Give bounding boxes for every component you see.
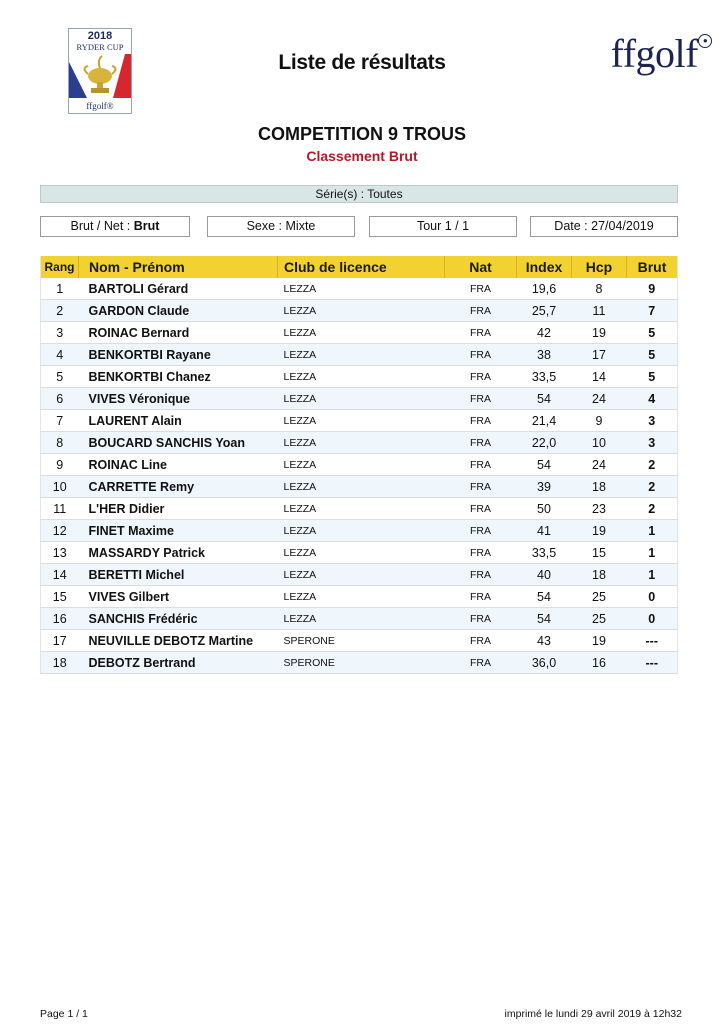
club-cell: LEZZA (278, 454, 445, 476)
rank-cell: 2 (41, 300, 79, 322)
brut-cell: 0 (627, 586, 678, 608)
brut-cell: 0 (627, 608, 678, 630)
club-cell: LEZZA (278, 542, 445, 564)
registered-mark-icon: ● (698, 34, 712, 48)
hcp-cell: 18 (572, 476, 627, 498)
index-cell: 19,6 (517, 278, 572, 300)
col-rang: Rang (41, 256, 79, 278)
name-cell (79, 520, 278, 542)
table-row (41, 586, 678, 608)
club-cell: LEZZA (278, 278, 445, 300)
index-cell: 41 (517, 520, 572, 542)
table-row (41, 454, 678, 476)
name-cell (79, 366, 278, 388)
table-row (41, 388, 678, 410)
brand-text: ffgolf (610, 31, 698, 76)
table-row (41, 476, 678, 498)
rank-cell: 11 (41, 498, 79, 520)
table-row (41, 542, 678, 564)
col-index: Index (517, 256, 572, 278)
first-name: Gérard (147, 281, 189, 296)
last-name: GARDON (88, 303, 145, 318)
col-brut: Brut (627, 256, 678, 278)
page-title: Liste de résultats (278, 51, 446, 74)
name-cell (79, 586, 278, 608)
hcp-cell: 17 (572, 344, 627, 366)
col-nat: Nat (445, 256, 517, 278)
rank-cell: 15 (41, 586, 79, 608)
hcp-cell: 24 (572, 454, 627, 476)
hcp-cell: 19 (572, 630, 627, 652)
nat-cell: FRA (445, 454, 517, 476)
club-cell: LEZZA (278, 322, 445, 344)
nat-cell: FRA (445, 366, 517, 388)
first-name: Bertrand (143, 655, 196, 670)
print-date: imprimé le lundi 29 avril 2019 à 12h32 (504, 1008, 682, 1020)
first-name: Chanez (166, 369, 211, 384)
first-name: Frédéric (148, 611, 198, 626)
table-header (41, 256, 678, 278)
table-row (41, 652, 678, 674)
page-number: Page 1 / 1 (40, 1008, 88, 1020)
rank-cell: 14 (41, 564, 79, 586)
club-cell: LEZZA (278, 344, 445, 366)
index-cell: 38 (517, 344, 572, 366)
hcp-cell: 18 (572, 564, 627, 586)
nat-cell: FRA (445, 542, 517, 564)
name-cell (79, 410, 278, 432)
table-row (41, 498, 678, 520)
rank-cell: 16 (41, 608, 79, 630)
club-cell: LEZZA (278, 520, 445, 542)
competition-title: COMPETITION 9 TROUS (257, 124, 466, 144)
nat-cell: FRA (445, 322, 517, 344)
index-cell: 54 (517, 454, 572, 476)
brut-cell: 5 (627, 366, 678, 388)
rank-cell: 6 (41, 388, 79, 410)
hcp-cell: 8 (572, 278, 627, 300)
col-nom-prenom: Nom - Prénom (79, 256, 278, 278)
name-cell (79, 300, 278, 322)
brut-cell: 2 (627, 454, 678, 476)
last-name: CARRETTE (88, 479, 157, 494)
name-cell (79, 388, 278, 410)
club-cell: LEZZA (278, 476, 445, 498)
series-bar: Série(s) : Toutes (40, 185, 678, 203)
name-cell (79, 344, 278, 366)
rank-cell: 9 (41, 454, 79, 476)
index-cell: 21,4 (517, 410, 572, 432)
nat-cell: FRA (445, 586, 517, 608)
name-cell (79, 476, 278, 498)
last-name: MASSARDY (88, 545, 160, 560)
name-cell (79, 454, 278, 476)
index-cell: 33,5 (517, 542, 572, 564)
logo-brand: ffgolf® (86, 101, 114, 111)
index-cell: 54 (517, 388, 572, 410)
first-name: Line (141, 457, 167, 472)
sexe-label: Sexe : (246, 219, 283, 233)
first-name: Martine (208, 633, 254, 648)
first-name: Claude (147, 303, 190, 318)
club-cell: LEZZA (278, 432, 445, 454)
hcp-cell: 10 (572, 432, 627, 454)
rank-cell: 1 (41, 278, 79, 300)
name-cell (79, 498, 278, 520)
nat-cell: FRA (445, 608, 517, 630)
brut-cell: --- (627, 630, 678, 652)
club-cell: LEZZA (278, 498, 445, 520)
rank-cell: 17 (41, 630, 79, 652)
tour-box: Tour 1 / 1 (369, 216, 517, 237)
nat-cell: FRA (445, 344, 517, 366)
club-cell: LEZZA (278, 300, 445, 322)
first-name: Yoan (215, 435, 246, 450)
last-name: BENKORTBI (88, 347, 163, 362)
brut-cell: 9 (627, 278, 678, 300)
first-name: Michel (145, 567, 185, 582)
hcp-cell: 19 (572, 322, 627, 344)
rank-cell: 5 (41, 366, 79, 388)
last-name: SANCHIS (88, 611, 145, 626)
name-cell (79, 278, 278, 300)
nat-cell: FRA (445, 652, 517, 674)
brut-net-box (40, 216, 190, 237)
table-row (41, 366, 678, 388)
last-name: L'HER (88, 501, 126, 516)
table-row (41, 564, 678, 586)
index-cell: 25,7 (517, 300, 572, 322)
brut-net-value: Brut (133, 219, 160, 233)
hcp-cell: 16 (572, 652, 627, 674)
name-cell (79, 630, 278, 652)
brut-cell: 1 (627, 564, 678, 586)
first-name: Alain (151, 413, 182, 428)
brut-cell: 4 (627, 388, 678, 410)
index-cell: 33,5 (517, 366, 572, 388)
hcp-cell: 24 (572, 388, 627, 410)
table-row (41, 322, 678, 344)
index-cell: 22,0 (517, 432, 572, 454)
index-cell: 50 (517, 498, 572, 520)
rank-cell: 10 (41, 476, 79, 498)
logo-name: RYDER CUP (76, 42, 124, 52)
last-name: NEUVILLE DEBOTZ (88, 633, 206, 648)
name-cell (79, 432, 278, 454)
last-name: VIVES (88, 391, 126, 406)
brut-cell: 1 (627, 542, 678, 564)
logo-year: 2018 (87, 30, 113, 42)
table-row (41, 344, 678, 366)
rank-cell: 8 (41, 432, 79, 454)
index-cell: 42 (517, 322, 572, 344)
first-name: Rayane (166, 347, 211, 362)
first-name: Patrick (163, 545, 205, 560)
nat-cell: FRA (445, 520, 517, 542)
index-cell: 36,0 (517, 652, 572, 674)
last-name: VIVES (88, 589, 126, 604)
last-name: BENKORTBI (88, 369, 163, 384)
col-club: Club de licence (278, 256, 445, 278)
last-name: FINET (88, 523, 125, 538)
club-cell: LEZZA (278, 586, 445, 608)
brut-net-label: Brut / Net : (70, 219, 131, 233)
brut-cell: 5 (627, 322, 678, 344)
last-name: BOUCARD SANCHIS (88, 435, 213, 450)
name-cell (79, 542, 278, 564)
hcp-cell: 9 (572, 410, 627, 432)
name-cell (79, 608, 278, 630)
first-name: Maxime (128, 523, 174, 538)
rank-cell: 3 (41, 322, 79, 344)
brut-cell: 2 (627, 476, 678, 498)
rank-cell: 4 (41, 344, 79, 366)
club-cell: LEZZA (278, 564, 445, 586)
rank-cell: 12 (41, 520, 79, 542)
index-cell: 43 (517, 630, 572, 652)
club-cell: LEZZA (278, 366, 445, 388)
last-name: DEBOTZ (88, 655, 140, 670)
brut-cell: 5 (627, 344, 678, 366)
index-cell: 54 (517, 608, 572, 630)
ranking-subtitle: Classement Brut (306, 148, 418, 164)
first-name: Remy (160, 479, 195, 494)
hcp-cell: 15 (572, 542, 627, 564)
nat-cell: FRA (445, 630, 517, 652)
date-box: Date : 27/04/2019 (530, 216, 678, 237)
last-name: LAURENT (88, 413, 149, 428)
brut-cell: 2 (627, 498, 678, 520)
club-cell: LEZZA (278, 410, 445, 432)
results-table (40, 256, 678, 674)
rank-cell: 18 (41, 652, 79, 674)
last-name: BERETTI (88, 567, 142, 582)
hcp-cell: 23 (572, 498, 627, 520)
hcp-cell: 25 (572, 608, 627, 630)
table-row (41, 300, 678, 322)
nat-cell: FRA (445, 564, 517, 586)
nat-cell: FRA (445, 300, 517, 322)
hcp-cell: 19 (572, 520, 627, 542)
club-cell: LEZZA (278, 608, 445, 630)
name-cell (79, 322, 278, 344)
last-name: BARTOLI (88, 281, 144, 296)
rank-cell: 13 (41, 542, 79, 564)
nat-cell: FRA (445, 278, 517, 300)
table-row (41, 608, 678, 630)
first-name: Didier (128, 501, 165, 516)
table-row (41, 410, 678, 432)
last-name: ROINAC (88, 325, 138, 340)
first-name: Gilbert (128, 589, 170, 604)
brut-cell: 1 (627, 520, 678, 542)
col-hcp: Hcp (572, 256, 627, 278)
index-cell: 54 (517, 586, 572, 608)
name-cell (79, 564, 278, 586)
sexe-box (207, 216, 355, 237)
name-cell (79, 652, 278, 674)
nat-cell: FRA (445, 498, 517, 520)
nat-cell: FRA (445, 432, 517, 454)
first-name: Véronique (128, 391, 190, 406)
hcp-cell: 25 (572, 586, 627, 608)
brut-cell: --- (627, 652, 678, 674)
table-row (41, 278, 678, 300)
rank-cell: 7 (41, 410, 79, 432)
index-cell: 40 (517, 564, 572, 586)
brut-cell: 7 (627, 300, 678, 322)
club-cell: SPERONE (278, 652, 445, 674)
club-cell: LEZZA (278, 388, 445, 410)
table-row (41, 520, 678, 542)
table-row (41, 630, 678, 652)
first-name: Bernard (141, 325, 190, 340)
nat-cell: FRA (445, 388, 517, 410)
hcp-cell: 14 (572, 366, 627, 388)
brut-cell: 3 (627, 432, 678, 454)
nat-cell: FRA (445, 410, 517, 432)
table-row (41, 432, 678, 454)
brut-cell: 3 (627, 410, 678, 432)
hcp-cell: 11 (572, 300, 627, 322)
index-cell: 39 (517, 476, 572, 498)
last-name: ROINAC (88, 457, 138, 472)
nat-cell: FRA (445, 476, 517, 498)
club-cell: SPERONE (278, 630, 445, 652)
sexe-value: Mixte (285, 219, 316, 233)
